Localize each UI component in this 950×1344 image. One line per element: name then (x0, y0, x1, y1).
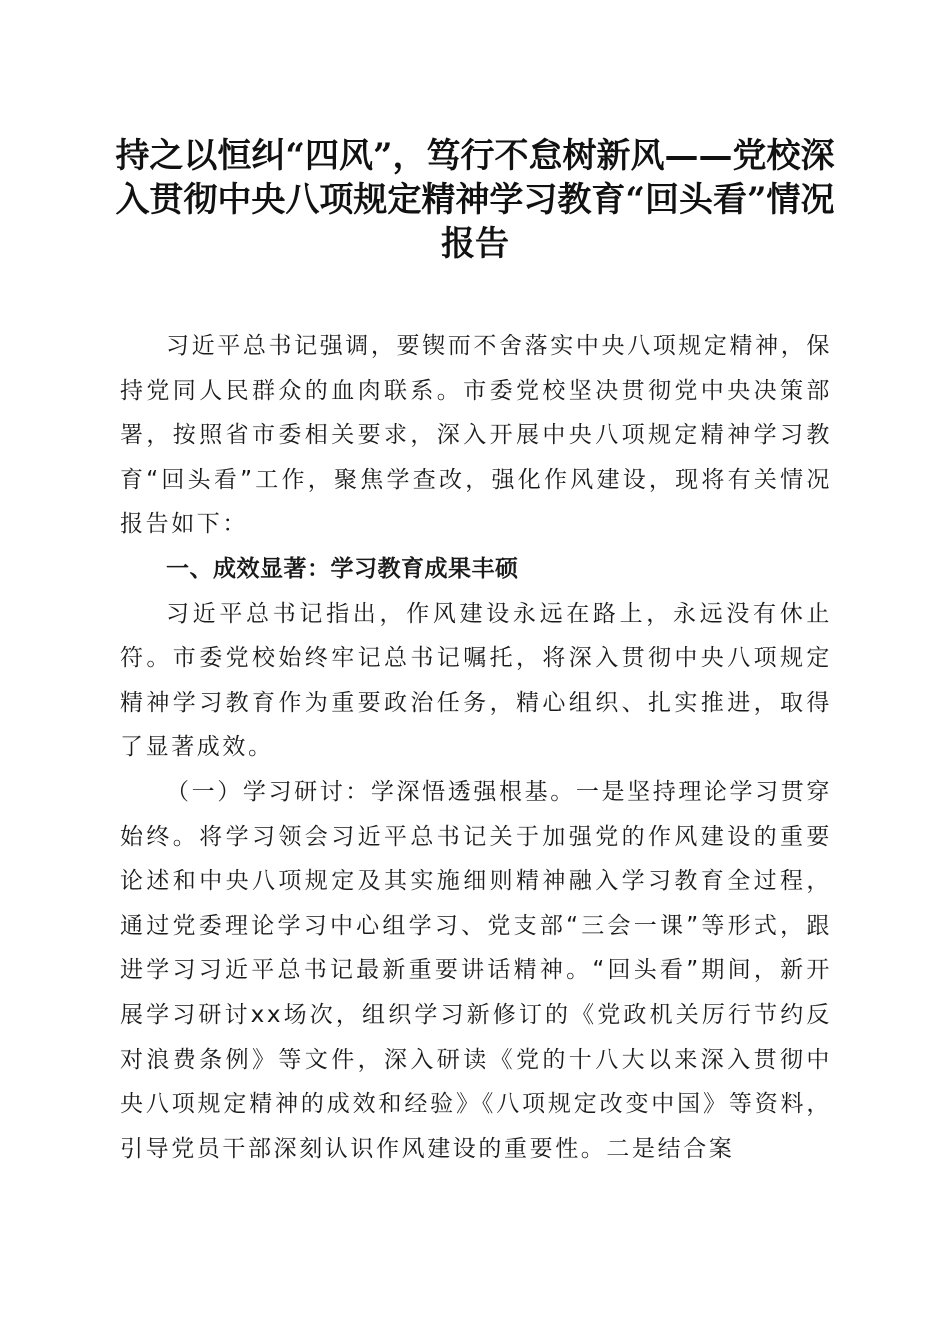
section-heading-1: 一、成效显著：学习教育成果丰硕 (166, 555, 519, 582)
intro-paragraph: 习近平总书记强调，要锲而不舍落实中央八项规定精神，保持党同人民群众的血肉联系。市委党校坚决贯彻党中央决策部署，按照省市委相关要求，深入开展中央八项规定精神学习教育“回头看”工作，聚焦学查改，强化作风建设，现将有关情况报告如下： (120, 333, 832, 538)
subsection-1-paragraph (120, 770, 832, 1171)
subsection-heading-1: （一）学习研讨：学深悟透强根基。 (166, 778, 576, 805)
subsection-1-text: 一是坚持理论学习贯穿始终。将学习领会习近平总书记关于加强党的作风建设的重要论述和中央八项规定及其实施细则精神融入学习教育全过程，通过党委理论学习中心组学习、党支部“三会一课”等形式，跟进学习习近平总书记最新重要讲话精神。“回头看”期间，新开展学习研讨xx场次，组织学习新修订的《党政机关厉行节约反对浪费条例》等文件，深入研读《党的十八大以来深入贯彻中央八项规定精神的成效和经验》《八项规定改变中国》等资料，引导党员干部深刻认识作风建设的重要性。二是结合案 (120, 778, 832, 1162)
document-body (120, 324, 832, 1171)
document-title: 持之以恒纠“四风”，笃行不怠树新风——党校深入贯彻中央八项规定精神学习教育“回头看”情况报告 (115, 136, 835, 264)
section-1-paragraph: 习近平总书记指出，作风建设永远在路上，永远没有休止符。市委党校始终牢记总书记嘱托，将深入贯彻中央八项规定精神学习教育作为重要政治任务，精心组织、扎实推进，取得了显著成效。 (120, 600, 832, 761)
